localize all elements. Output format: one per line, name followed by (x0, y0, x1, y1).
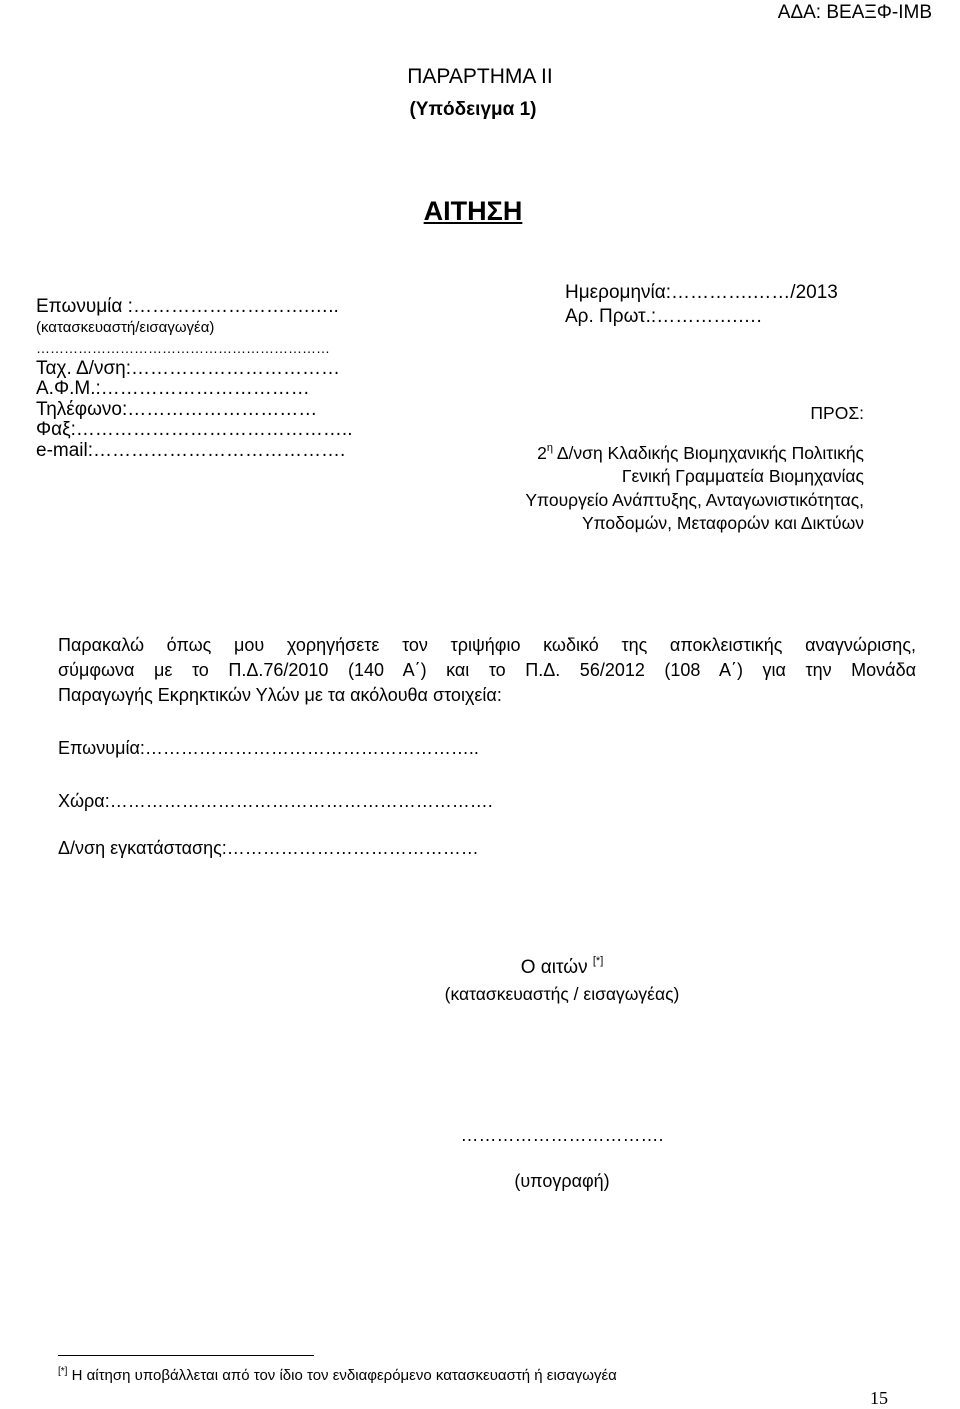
footnote-divider (58, 1355, 314, 1356)
recipient-block (525, 402, 864, 536)
sample-label: (Υπόδειγμα 1) (409, 99, 537, 120)
sender-name-dots: ……………………………………………………… (36, 340, 330, 356)
applicant-label: Ο αιτών [*] (520, 955, 604, 978)
date-protocol-block (565, 281, 838, 329)
applicant-block (440, 955, 684, 1007)
sender-name-note: (κατασκευαστή/εισαγωγέα) (36, 318, 215, 336)
signature-line: ……………………………. (460, 1125, 664, 1145)
page-number: 15 (870, 1388, 888, 1408)
request-line-2: σύμφωνα με το Π.Δ.76/2010 (140 Α΄) και το Π.Δ. 56/2012 (108 Α΄) για την Μονάδα (58, 660, 916, 680)
sender-phone: Τηλέφωνο:………………………… (36, 398, 318, 420)
recipient-line-3: Υπουργείο Ανάπτυξης, Ανταγωνιστικότητας, (525, 489, 864, 510)
document-title: ΑΙΤΗΣΗ (423, 196, 523, 226)
request-line-1: Παρακαλώ όπως μου χορηγήσετε τον τριψήφιο κωδικό της αποκλειστικής αναγνώρισης, (58, 635, 916, 655)
field-facility: Δ/νση εγκατάστασης:…………………………………… (58, 838, 479, 858)
protocol-field: Αρ. Πρωτ.:………….…. (565, 306, 762, 327)
annex-title: ΠΑΡΑΡΤΗΜΑ ΙΙ (407, 65, 553, 88)
date-field: Ημερομηνία:………….……/2013 (565, 282, 838, 303)
sender-afm: Α.Φ.Μ.:…………………………… (36, 378, 310, 399)
recipient-label: ΠΡΟΣ: (810, 403, 864, 423)
sender-address: Ταχ. Δ/νση:…………………………… (36, 357, 341, 379)
field-country: Χώρα:………………………………………………………. (58, 791, 493, 811)
sender-fax: Φαξ:…………………………………….. (36, 419, 353, 440)
recipient-line-4: Υποδομών, Μεταφορών και Δικτύων (581, 513, 864, 533)
request-paragraph (58, 633, 916, 708)
ada-code: ΑΔΑ: ΒΕΑΞΦ-ΙΜΒ (777, 2, 932, 23)
recipient-line-1: $2^\eta$ Δ/νση Κλαδικής Βιομηχανικής Πολιτικής (537, 441, 864, 463)
recipient-line-2: Γενική Γραμματεία Βιομηχανίας (621, 466, 864, 486)
sender-block (36, 297, 353, 461)
signature-label: (υπογραφή) (514, 1171, 610, 1191)
sender-name: Επωνυμία :……………………….….. (36, 296, 339, 317)
field-name: Επωνυμία:……………………………………………….. (58, 738, 479, 758)
sender-email: e-mail:…………………………………. (36, 439, 346, 461)
request-line-3: Παραγωγής Εκρηκτικών Υλών με τα ακόλουθα στοιχεία: (58, 685, 502, 705)
footnote: [*] Η αίτηση υποβάλλεται από τον ίδιο τον ενδιαφερόμενο κατασκευαστή ή εισαγωγέα (58, 1366, 617, 1384)
applicant-note: (κατασκευαστής / εισαγωγέας) (444, 984, 680, 1004)
